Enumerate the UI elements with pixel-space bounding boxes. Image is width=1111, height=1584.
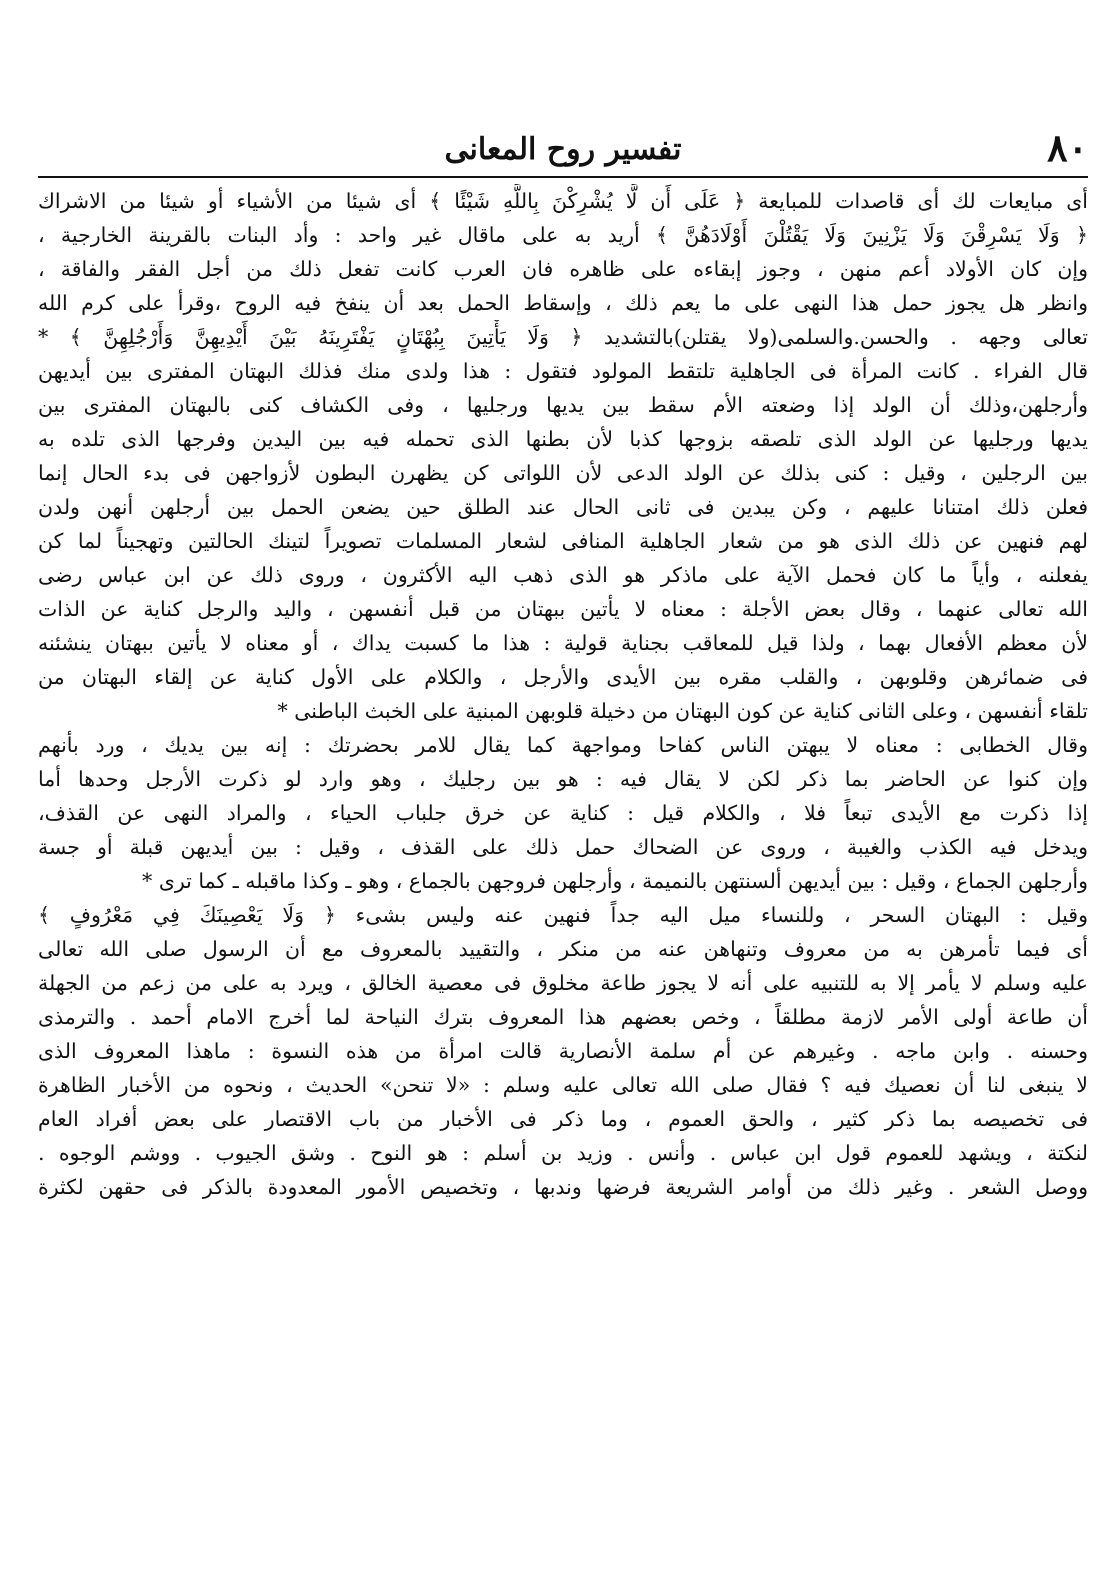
- text-line: أى مبايعات لك أى قاصدات للمبايعة ﴿ عَلَى أَن لَّا يُشْرِكْنَ بِاللَّهِ شَيْئًا ﴾ أى شيئا من الأشياء أو شيئا من الاشراك: [38, 189, 1088, 213]
- text-line: عليه وسلم لا يأمر إلا به للتنبيه على أنه لا يجوز طاعة مخلوق فى معصية الخالق ، ويرد به على من زعم من الجهلة: [38, 971, 1088, 995]
- text-line: وحسنه . وابن ماجه . وغيرهم عن أم سلمة الأنصارية قالت امرأة من هذه النسوة : ماهذا المعروف الذى: [38, 1039, 1088, 1063]
- text-line: الله تعالى عنهما ، وقال بعض الأجلة : معناه لا يأتين ببهتان من قبل أنفسهن ، واليد والرجل كناية عن الذات: [38, 597, 1088, 621]
- text-line: وإن كنوا عن الحاضر بما ذكر لكن لا يقال فيه : هو بين رجليك ، وهو وارد لو ذكرت الأرجل وحدها أما: [38, 767, 1088, 791]
- text-line: فى ضمائرهن وقلوبهن ، والقلب مقره بين الأيدى والأرجل ، والكلام على الأول كناية عن إلقاء البهتان من: [38, 665, 1088, 689]
- tafsir-body-text: [38, 184, 1088, 1204]
- text-line: وقال الخطابى : معناه لا يبهتن الناس كفاحا ومواجهة كما يقال للامر بحضرتك : إنه بين يديك ، ورد بأنهم: [38, 733, 1088, 757]
- page-header: [38, 126, 1088, 172]
- text-line: وأرجلهن الجماع ، وقيل : بين أيديهن ألسنتهن بالنميمة ، وأرجلهن فروجهن بالجماع ، وهو ـ وكذا ماقبله ـ كما ترى *: [142, 869, 1088, 893]
- text-line: قال الفراء . كانت المرأة فى الجاهلية تلتقط المولود فتقول : هذا ولدى منك فذلك البهتان المفترى بين أيديهن: [38, 359, 1088, 383]
- text-line: وانظر هل يجوز حمل هذا النهى على ما يعم ذلك ، وإسقاط الحمل بعد أن ينفخ فيه الروح ،وقرأ على كرم الله: [38, 291, 1088, 315]
- text-line: أن طاعة أولى الأمر لازمة مطلقاً ، وخص بعضهم هذا المعروف بترك النياحة لما أخرج الامام أحمد . والترمذى: [38, 1005, 1088, 1029]
- page-number: ٨٠: [1047, 125, 1088, 170]
- text-line: بين الرجلين ، وقيل : كنى بذلك عن الولد الدعى لأن اللواتى كن يظهرن البطون لأزواجهن فى بدء الحال إنما: [38, 461, 1088, 485]
- text-line: لا ينبغى لنا أن نعصيك فيه ؟ فقال صلى الله تعالى عليه وسلم : «لا تنحن» الحديث ، ونحوه من الأخبار الظاهرة: [38, 1073, 1088, 1097]
- text-line: ووصل الشعر . وغير ذلك من أوامر الشريعة فرضها وندبها ، وتخصيص الأمور المعدودة بالذكر فى حقهن لكثرة: [38, 1175, 1088, 1199]
- text-line: فى تخصيصه بما ذكر كثير ، والحق العموم ، وما ذكر فى الأخبار من باب الاقتصار على بعض أفراد العام: [38, 1107, 1088, 1131]
- text-line: يفعلنه ، وأياً ما كان فحمل الآية على ماذكر هو الذى ذهب اليه الأكثرون ، وروى ذلك عن ابن عباس رضى: [38, 563, 1088, 587]
- text-line: ويدخل فيه الكذب والغيبة ، وروى عن الضحاك حمل ذلك على القذف ، وقيل : بين أيديهن قبلة أو جسة: [38, 835, 1088, 859]
- header-rule: [38, 176, 1088, 178]
- text-line: وأرجلهن،وذلك أن الولد إذا وضعته الأم سقط بين يديها ورجليها ، وفى الكشاف كنى بالبهتان المفترى بين: [38, 393, 1088, 417]
- text-line: ﴿ وَلَا يَسْرِقْنَ وَلَا يَزْنِينَ وَلَا يَقْتُلْنَ أَوْلَادَهُنَّ ﴾ أريد به على ماقال غير واحد : وأد البنات بالقرينة الخارجية ،: [38, 223, 1088, 247]
- text-line: وإن كان الأولاد أعم منهن ، وجوز إبقاءه على ظاهره فان العرب كانت تفعل ذلك من أجل الفقر والفاقة ،: [38, 257, 1088, 281]
- text-line: لهم فنهين عن ذلك الذى هو من شعار الجاهلية المنافى لشعار المسلمات تصويراً لتينك الحالتين وتهجيناً لما كن: [38, 529, 1088, 553]
- text-line: لأن معظم الأفعال بهما ، ولذا قيل للمعاقب بجناية قولية : هذا ما كسبت يداك ، أو معناه لا يأتين ببهتان ينشئنه: [38, 631, 1088, 655]
- text-line: أى فيما تأمرهن به من معروف وتنهاهن عنه من منكر ، والتقييد بالمعروف مع أن الرسول صلى الله تعالى: [38, 937, 1088, 961]
- text-line: لنكتة ، ويشهد للعموم قول ابن عباس . وأنس . وزيد بن أسلم : هو النوح . وشق الجيوب . ووشم الوجوه .: [38, 1141, 1088, 1165]
- text-line: يديها ورجليها عن الولد الذى تلصقه بزوجها كذبا لأن بطنها الذى تحمله فيه بين اليدين وفرجها الذى تلده به: [38, 427, 1088, 451]
- text-line: فعلن ذلك امتنانا عليهم ، وكن يبدين فى ثانى الحال عند الطلق حين يضعن الحمل بين أرجلهن أنهن ولدن: [38, 495, 1088, 519]
- text-line: وقيل : البهتان السحر ، وللنساء ميل اليه جداً فنهين عنه وليس بشىء ﴿ وَلَا يَعْصِينَكَ فِي مَعْرُوفٍ ﴾: [38, 903, 1088, 927]
- running-title: تفسير روح المعانى: [444, 132, 682, 167]
- text-line: إذا ذكرت مع الأيدى تبعاً فلا ، والكلام قيل : كناية عن خرق جلباب الحياء ، والمراد النهى عن القذف،: [38, 801, 1088, 825]
- text-line: تلقاء أنفسهن ، وعلى الثانى كناية عن كون البهتان من دخيلة قلوبهن المبنية على الخبث الباطنى *: [277, 699, 1088, 723]
- text-line: تعالى وجهه . والحسن.والسلمى(ولا يقتلن)بالتشديد ﴿ وَلَا يَأْتِينَ بِبُهْتَانٍ يَفْتَرِينَهُ بَيْنَ أَيْدِيهِنَّ وَأَرْجُلِهِنَّ ﴾ *: [38, 325, 1088, 349]
